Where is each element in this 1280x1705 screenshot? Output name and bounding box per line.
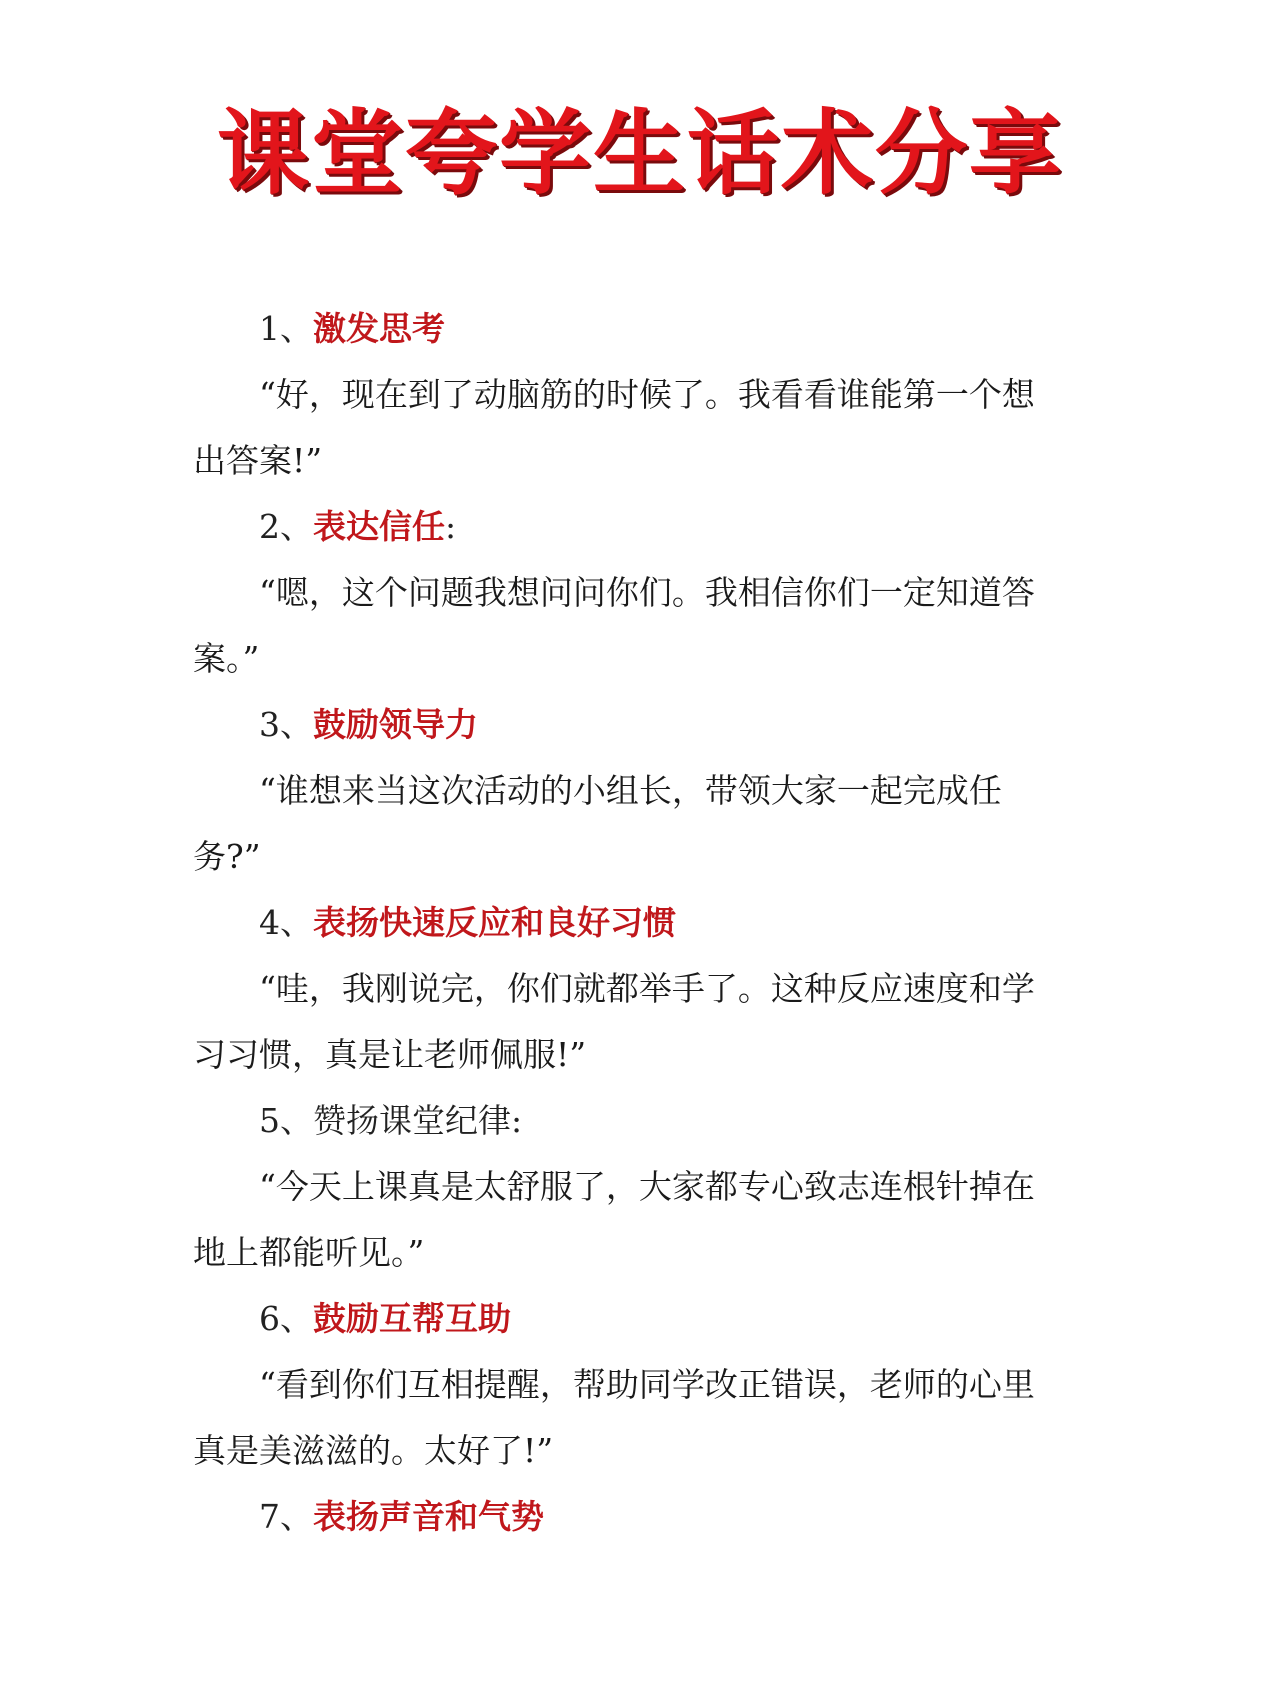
- list-item: [193, 692, 1083, 890]
- list-item: [193, 890, 1083, 1088]
- item-number: 2、: [259, 507, 313, 546]
- item-number: 1、: [259, 309, 313, 348]
- item-number: 3、: [259, 705, 313, 744]
- quote-line: “嗯，这个问题我想问问你们。我相信你们一定知道答: [259, 573, 1035, 612]
- item-quote: [193, 560, 1083, 692]
- tips-list: [193, 296, 1083, 1550]
- page-title: 课堂夸学生话术分享: [216, 100, 1063, 207]
- list-item: [193, 1484, 1083, 1550]
- item-heading: [193, 1088, 1083, 1154]
- item-number: 5、: [259, 1101, 313, 1140]
- item-heading: [193, 494, 1083, 560]
- list-item: [193, 1286, 1083, 1484]
- list-item: [193, 494, 1083, 692]
- quote-line: 出答案!”: [193, 441, 323, 480]
- quote-line: 地上都能听见。”: [193, 1233, 425, 1272]
- item-heading-text: 赞扬课堂纪律: [313, 1101, 511, 1140]
- item-heading: [193, 296, 1083, 362]
- quote-line: 案。”: [193, 639, 260, 678]
- item-number: 6、: [259, 1299, 313, 1338]
- quote-line: “谁想来当这次活动的小组长，带领大家一起完成任: [259, 771, 1002, 810]
- item-heading: [193, 1484, 1083, 1550]
- item-heading-text: 表扬声音和气势: [313, 1497, 544, 1536]
- item-heading: [193, 692, 1083, 758]
- list-item: [193, 1088, 1083, 1286]
- quote-line: “今天上课真是太舒服了，大家都专心致志连根针掉在: [259, 1167, 1035, 1206]
- item-heading-text: 表达信任: [313, 507, 445, 546]
- item-heading-text: 鼓励领导力: [313, 705, 478, 744]
- quote-line: “看到你们互相提醒，帮助同学改正错误，老师的心里: [259, 1365, 1035, 1404]
- item-heading-text: 激发思考: [313, 309, 445, 348]
- item-quote: [193, 362, 1083, 494]
- quote-line: 务?”: [193, 837, 261, 876]
- quote-line: “哇，我刚说完，你们就都举手了。这种反应速度和学: [259, 969, 1035, 1008]
- item-quote: [193, 956, 1083, 1088]
- item-quote: [193, 1352, 1083, 1484]
- item-heading: [193, 1286, 1083, 1352]
- item-colon: :: [445, 507, 457, 546]
- item-heading-text: 表扬快速反应和良好习惯: [313, 903, 676, 942]
- item-quote: [193, 1154, 1083, 1286]
- item-number: 7、: [259, 1497, 313, 1536]
- item-number: 4、: [259, 903, 313, 942]
- quote-line: “好，现在到了动脑筋的时候了。我看看谁能第一个想: [259, 375, 1035, 414]
- list-item: [193, 296, 1083, 494]
- item-colon: :: [511, 1101, 523, 1140]
- quote-line: 真是美滋滋的。太好了!”: [193, 1431, 554, 1470]
- item-quote: [193, 758, 1083, 890]
- item-heading: [193, 890, 1083, 956]
- item-heading-text: 鼓励互帮互助: [313, 1299, 511, 1338]
- quote-line: 习习惯，真是让老师佩服!”: [193, 1035, 587, 1074]
